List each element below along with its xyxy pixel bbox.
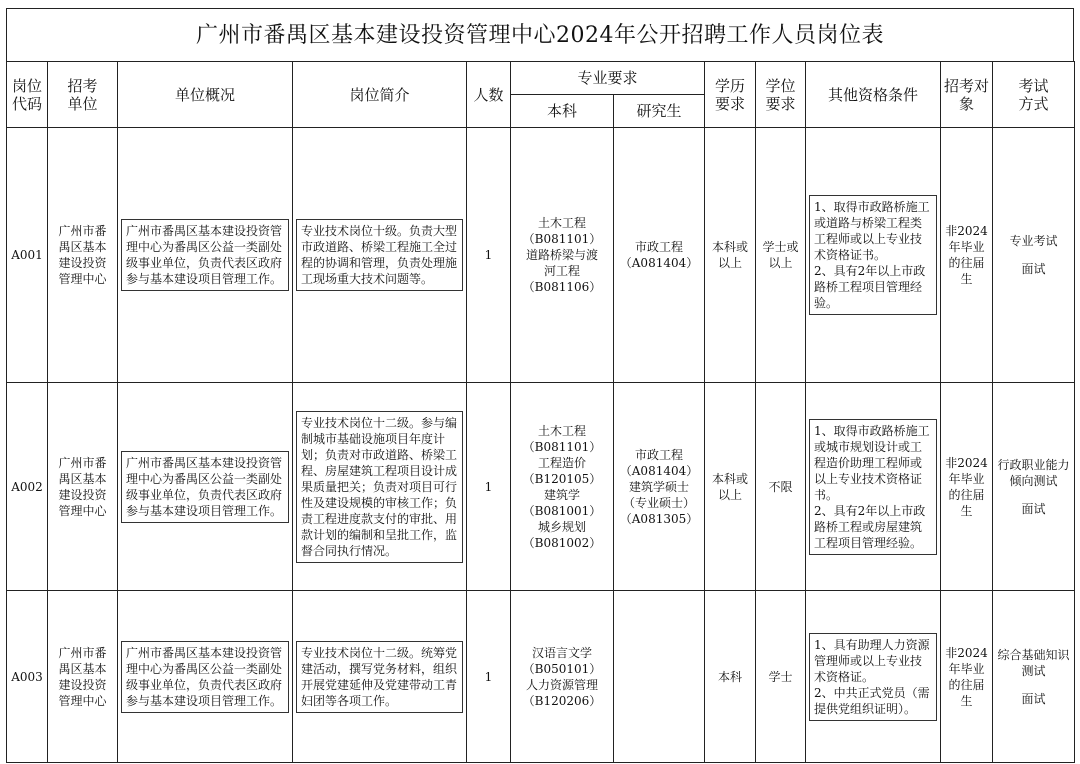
position-brief: 专业技术岗位十二级。参与编制城市基础设施项目年度计划；负责对市政道路、桥梁工程、房屋建筑工程项目设计成果质量把关；负责对项目可行性及建设规模的审核工作；负责工程进度款支付的审批、用款计划的编制和呈批工作，监督合同执行情况。 [293,383,467,591]
header-overview: 单位概况 [118,62,293,128]
headcount: 1 [467,383,511,591]
table-row [7,591,1075,763]
exam-method: 行政职业能力 倾向测试 面试 [993,383,1075,591]
other-qualifications: 1、具有助理人力资源管理师或以上专业技术资格证。 2、中共正式党员（需提供党组织证明）。 [806,591,941,763]
education-requirement: 本科或 以上 [705,128,756,383]
degree-requirement: 学士或 以上 [756,128,806,383]
exam-method: 综合基础知识 测试 面试 [993,591,1075,763]
header-grad: 研究生 [614,95,705,128]
undergrad-majors: 土木工程 （B081101） 道路桥梁与渡 河工程 （B081106） [511,128,614,383]
position-brief: 专业技术岗位十级。负责大型市政道路、桥梁工程施工全过程的协调和管理，负责处理施工现场重大技术问题等。 [293,128,467,383]
header-other: 其他资格条件 [806,62,941,128]
header-degree: 学位 要求 [756,62,806,128]
position-code: A003 [7,591,48,763]
degree-requirement: 学士 [756,591,806,763]
exam-method: 专业考试 面试 [993,128,1075,383]
other-qualifications: 1、取得市政路桥施工或道路与桥梁工程类工程师或以上专业技术资格证书。 2、具有2年以上市政路桥工程项目管理经验。 [806,128,941,383]
header-target: 招考对 象 [941,62,993,128]
recruiting-unit: 广州市番 禺区基本 建设投资 管理中心 [48,591,118,763]
table-row [7,128,1075,383]
header-major: 专业要求 [511,62,705,95]
sheet-title: 广州市番禺区基本建设投资管理中心2024年公开招聘工作人员岗位表 [6,8,1074,61]
recruiting-unit: 广州市番 禺区基本 建设投资 管理中心 [48,128,118,383]
degree-requirement: 不限 [756,383,806,591]
recruitment-target: 非2024 年毕业 的往届 生 [941,591,993,763]
unit-overview: 广州市番禺区基本建设投资管理中心为番禺区公益一类副处级事业单位，负责代表区政府参与基本建设项目管理工作。 [118,128,293,383]
education-requirement: 本科或 以上 [705,383,756,591]
header-unit: 招考 单位 [48,62,118,128]
header-exam: 考试 方式 [993,62,1075,128]
position-code: A001 [7,128,48,383]
position-code: A002 [7,383,48,591]
headcount: 1 [467,591,511,763]
grad-majors: 市政工程 （A081404） [614,128,705,383]
undergrad-majors: 汉语言文学 （B050101） 人力资源管理 （B120206） [511,591,614,763]
recruitment-target: 非2024 年毕业 的往届 生 [941,383,993,591]
other-qualifications: 1、取得市政路桥施工或城市规划设计或工程造价助理工程师或以上专业技术资格证书。 2、具有2年以上市政路桥工程或房屋建筑工程项目管理经验。 [806,383,941,591]
header-count: 人数 [467,62,511,128]
unit-overview: 广州市番禺区基本建设投资管理中心为番禺区公益一类副处级事业单位，负责代表区政府参与基本建设项目管理工作。 [118,383,293,591]
header-education: 学历 要求 [705,62,756,128]
grad-majors [614,591,705,763]
table-row [7,383,1075,591]
position-brief: 专业技术岗位十二级。统筹党建活动，撰写党务材料，组织开展党建延伸及党建带动工青妇团等各项工作。 [293,591,467,763]
headcount: 1 [467,128,511,383]
recruitment-target: 非2024 年毕业 的往届 生 [941,128,993,383]
education-requirement: 本科 [705,591,756,763]
unit-overview: 广州市番禺区基本建设投资管理中心为番禺区公益一类副处级事业单位，负责代表区政府参与基本建设项目管理工作。 [118,591,293,763]
recruiting-unit: 广州市番 禺区基本 建设投资 管理中心 [48,383,118,591]
undergrad-majors: 土木工程 （B081101） 工程造价 （B120105） 建筑学 （B081001） 城乡规划 （B081002） [511,383,614,591]
positions-table [6,61,1075,763]
grad-majors: 市政工程 （A081404） 建筑学硕士 （专业硕士） （A081305） [614,383,705,591]
header-undergrad: 本科 [511,95,614,128]
header-code: 岗位 代码 [7,62,48,128]
header-brief: 岗位简介 [293,62,467,128]
recruitment-sheet [6,8,1074,762]
